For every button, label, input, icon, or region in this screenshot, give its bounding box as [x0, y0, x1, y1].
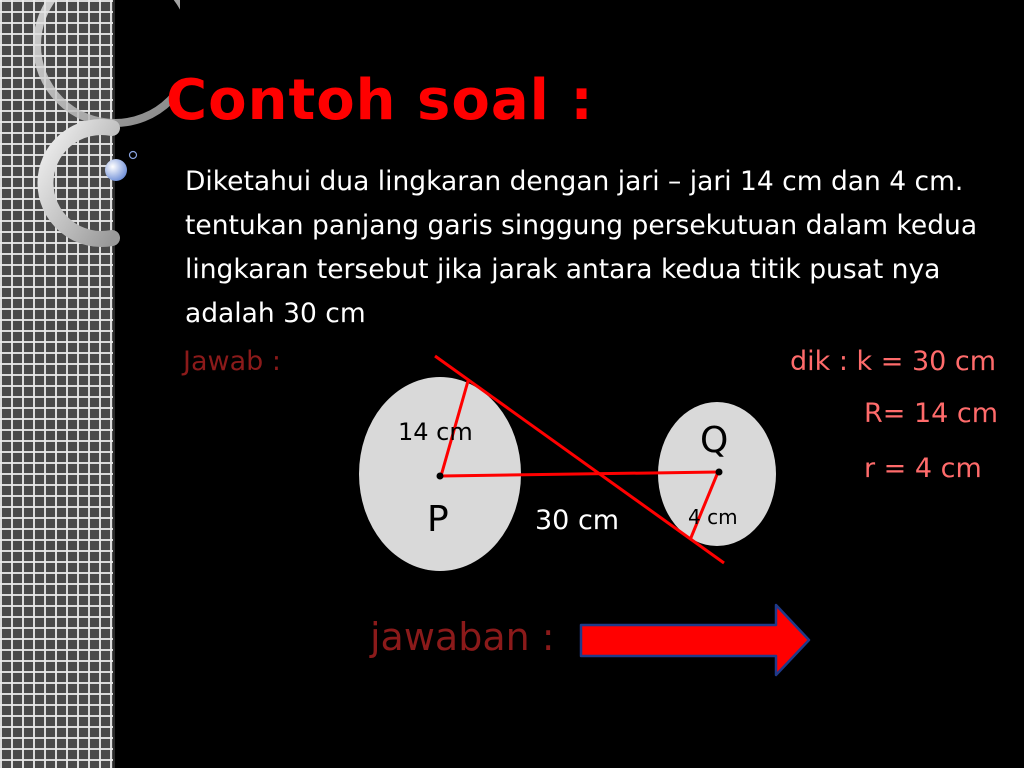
known-r: r = 4 cm — [864, 453, 982, 484]
known-R: R= 14 cm — [864, 398, 999, 429]
right-arrow-icon[interactable] — [576, 600, 816, 680]
radius-big-label: 14 cm — [398, 418, 473, 446]
distance-label: 30 cm — [535, 505, 620, 536]
center-P-dot — [437, 473, 444, 480]
jawab-label: Jawab : — [183, 346, 281, 377]
known-k: dik : k = 30 cm — [790, 346, 997, 377]
radius-small-label: 4 cm — [688, 505, 738, 529]
center-Q-label: Q — [700, 420, 729, 461]
center-P-label: P — [427, 499, 449, 540]
center-Q-dot — [716, 469, 723, 476]
slide-title: Contoh soal : — [166, 68, 594, 133]
answer-label: jawaban : — [370, 615, 555, 659]
question-text: Diketahui dua lingkaran dengan jari – jari 14 cm dan 4 cm. tentukan panjang garis singgung persekutuan dalam kedua lingkaran tersebut jika jarak antara kedua titik pusat nya adalah 30 cm — [185, 166, 978, 329]
